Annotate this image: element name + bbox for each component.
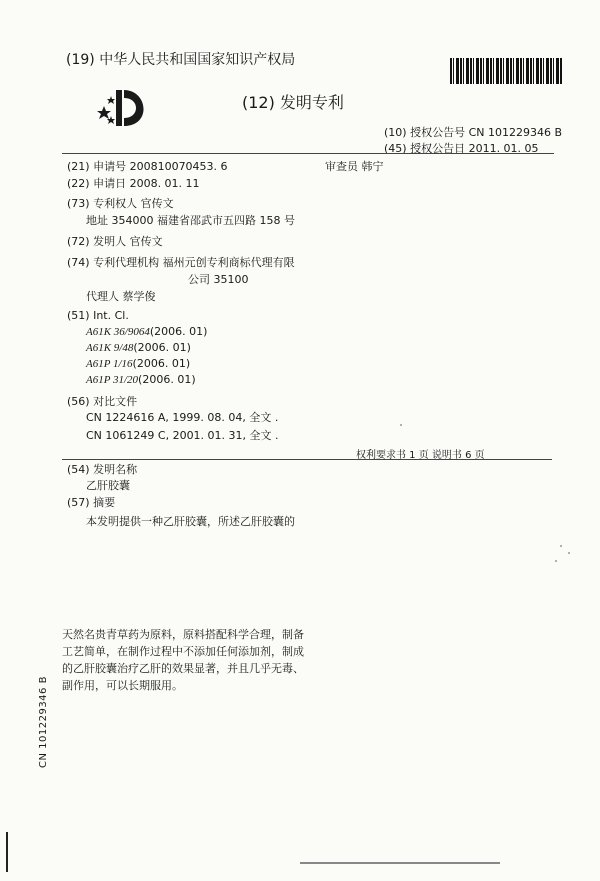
abstract-line: 工艺简单，在制作过程中不添加任何添加剂，制成 [62, 645, 304, 658]
abstract-label: (57) 摘要 [67, 496, 116, 509]
patentee: (73) 专利权人 官传文 [67, 197, 174, 210]
cited-document: CN 1061249 C, 2001. 01. 31, 全文 . [86, 429, 279, 442]
scan-edge-mark [6, 832, 8, 872]
scan-speck [555, 560, 557, 562]
document-type: (12) 发明专利 [242, 93, 344, 112]
abstract-line: 的乙肝胶囊治疗乙肝的效果显著，并且几乎无毒、 [62, 662, 304, 675]
page-counts: 权利要求书 1 页 说明书 6 页 [356, 450, 485, 461]
patent-agency: (74) 专利代理机构 福州元创专利商标代理有限 [67, 256, 295, 269]
scan-speck [568, 552, 570, 554]
scan-speck [560, 545, 562, 547]
application-date: (22) 申请日 2008. 01. 11 [67, 177, 200, 190]
publication-number: (10) 授权公告号 CN 101229346 B [384, 126, 563, 139]
ipc-entry: A61P 1/16(2006. 01) [86, 357, 191, 370]
examiner: 审查员 韩宁 [325, 160, 384, 173]
biblio-divider [62, 459, 552, 460]
header-divider [62, 153, 554, 154]
publication-date: (45) 授权公告日 2011. 01. 05 [384, 142, 539, 155]
abstract-line: 天然名贵青草药为原料，原料搭配科学合理，制备 [62, 628, 304, 641]
scan-edge-line [300, 862, 500, 864]
cited-document: CN 1224616 A, 1999. 08. 04, 全文 . [86, 411, 279, 424]
patent-agent: 代理人 蔡学俊 [86, 290, 156, 303]
application-number: (21) 申请号 200810070453. 6 [67, 160, 228, 173]
cited-documents-label: (56) 对比文件 [67, 395, 138, 408]
patent-agency-cont: 公司 35100 [188, 273, 249, 286]
patentee-address: 地址 354000 福建省邵武市五四路 158 号 [86, 214, 295, 227]
title-label: (54) 发明名称 [67, 463, 138, 476]
abstract-line: 副作用，可以长期服用。 [62, 679, 183, 692]
side-publication-number: CN 101229346 B [38, 676, 49, 768]
invention-title: 乙肝胶囊 [86, 479, 130, 492]
ipc-label: (51) Int. Cl. [67, 309, 129, 322]
ipc-entry: A61K 36/9064(2006. 01) [86, 325, 208, 338]
inventor: (72) 发明人 官传文 [67, 235, 163, 248]
scan-speck [400, 424, 402, 426]
authority-name: (19) 中华人民共和国国家知识产权局 [66, 52, 296, 68]
ipc-entry: A61K 9/48(2006. 01) [86, 341, 191, 354]
ipc-entry: A61P 31/20(2006. 01) [86, 373, 196, 386]
abstract-text-start: 本发明提供一种乙肝胶囊，所述乙肝胶囊的 [86, 515, 295, 528]
cnipa-logo [96, 86, 156, 130]
barcode [450, 58, 562, 84]
